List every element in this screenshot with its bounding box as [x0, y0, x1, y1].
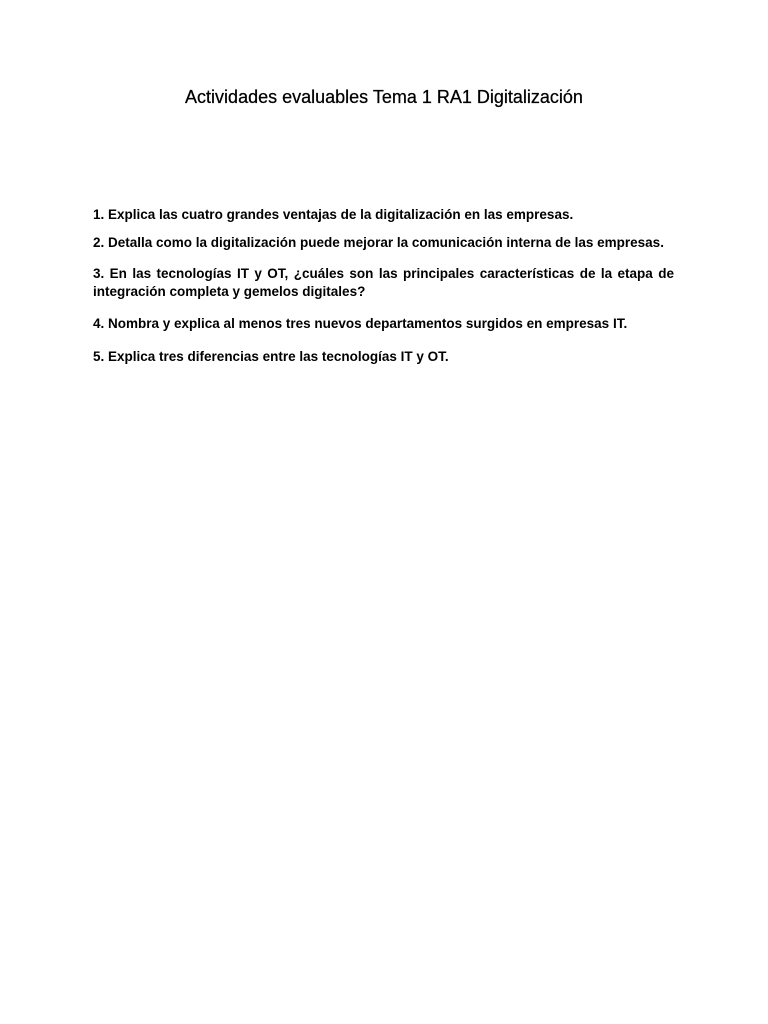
- question-4: 4. Nombra y explica al menos tres nuevos departamentos surgidos en empresas IT.: [93, 316, 628, 331]
- questions-list: [93, 206, 674, 365]
- question-1: 1. Explica las cuatro grandes ventajas de la digitalización en las empresas.: [93, 207, 574, 222]
- question-3: 3. En las tecnologías IT y OT, ¿cuáles son las principales características de la etapa de integración completa y gemelos digitales?: [93, 266, 674, 299]
- document-title: Actividades evaluables Tema 1 RA1 Digitalización: [185, 87, 583, 107]
- question-5: 5. Explica tres diferencias entre las tecnologías IT y OT.: [93, 348, 449, 364]
- question-2: 2. Detalla como la digitalización puede mejorar la comunicación interna de las empresas.: [93, 234, 664, 250]
